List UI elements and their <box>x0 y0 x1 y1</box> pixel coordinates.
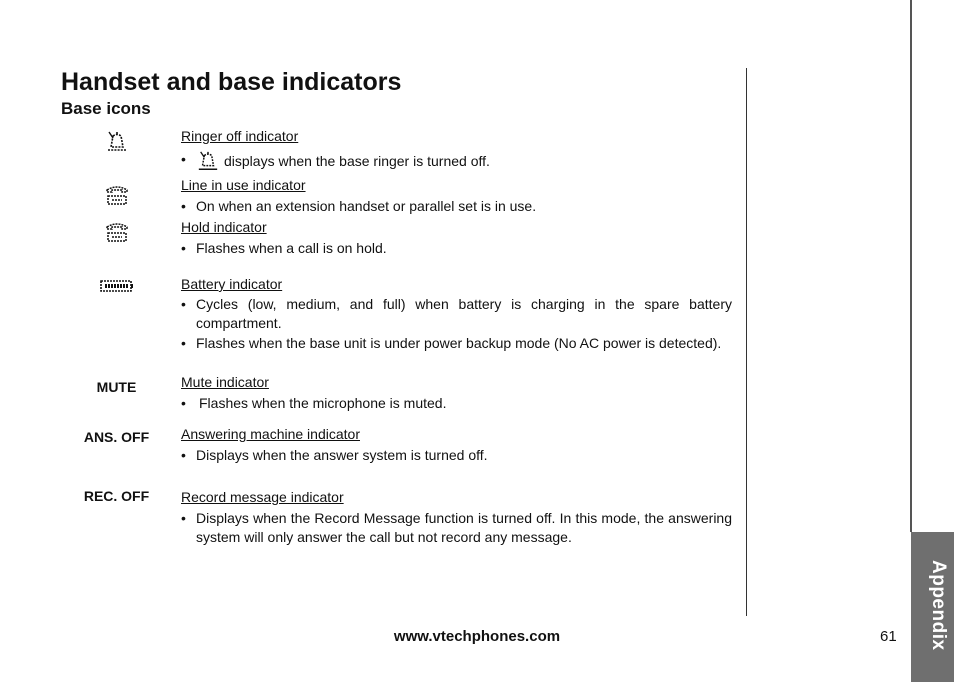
ans-off-icon-label: ANS. OFF <box>83 429 150 445</box>
rec-off-icon-label: REC. OFF <box>83 488 150 504</box>
margin-rule <box>910 0 912 532</box>
ringer-off-icon <box>60 130 173 157</box>
entry-bullet: • Flashes when a call is on hold. <box>181 240 387 256</box>
mute-icon-label: MUTE <box>96 379 137 395</box>
battery-icon <box>60 278 173 297</box>
section-subtitle: Base icons <box>61 99 151 118</box>
entry-heading: Record message indicator <box>181 489 344 505</box>
appendix-tab-label: Appendix <box>928 560 949 651</box>
hold-icon <box>60 221 173 246</box>
column-divider <box>746 68 747 616</box>
entry-bullet: • Displays when the Record Message function is turned off. In this mode, the answering system will only answer the call but not record any message. <box>181 510 732 545</box>
entry-heading: Line in use indicator <box>181 177 306 193</box>
page-number: 61 <box>880 628 897 645</box>
page-title: Handset and base indicators <box>61 68 402 96</box>
entry-heading: Battery indicator <box>181 276 283 292</box>
footer-url: www.vtechphones.com <box>393 628 561 645</box>
entry-bullet: • displays when the base ringer is turned off. <box>181 150 732 177</box>
entry-bullet: • Cycles (low, medium, and full) when battery is charging in the spare battery compartment. <box>181 296 732 331</box>
entry-bullet: • Flashes when the microphone is muted. <box>181 395 447 411</box>
entry-bullet: • Flashes when the base unit is under power backup mode (No AC power is detected). <box>181 335 722 351</box>
entry-bullet: • On when an extension handset or parallel set is in use. <box>181 198 537 214</box>
entry-heading: Mute indicator <box>181 374 269 390</box>
entry-heading: Answering machine indicator <box>181 426 360 442</box>
inline-ringer-off-icon <box>196 150 220 177</box>
entry-bullet: • Displays when the answer system is turned off. <box>181 447 488 463</box>
entry-heading: Hold indicator <box>181 219 267 235</box>
line-in-use-icon <box>60 184 173 209</box>
entry-heading: Ringer off indicator <box>181 128 299 144</box>
